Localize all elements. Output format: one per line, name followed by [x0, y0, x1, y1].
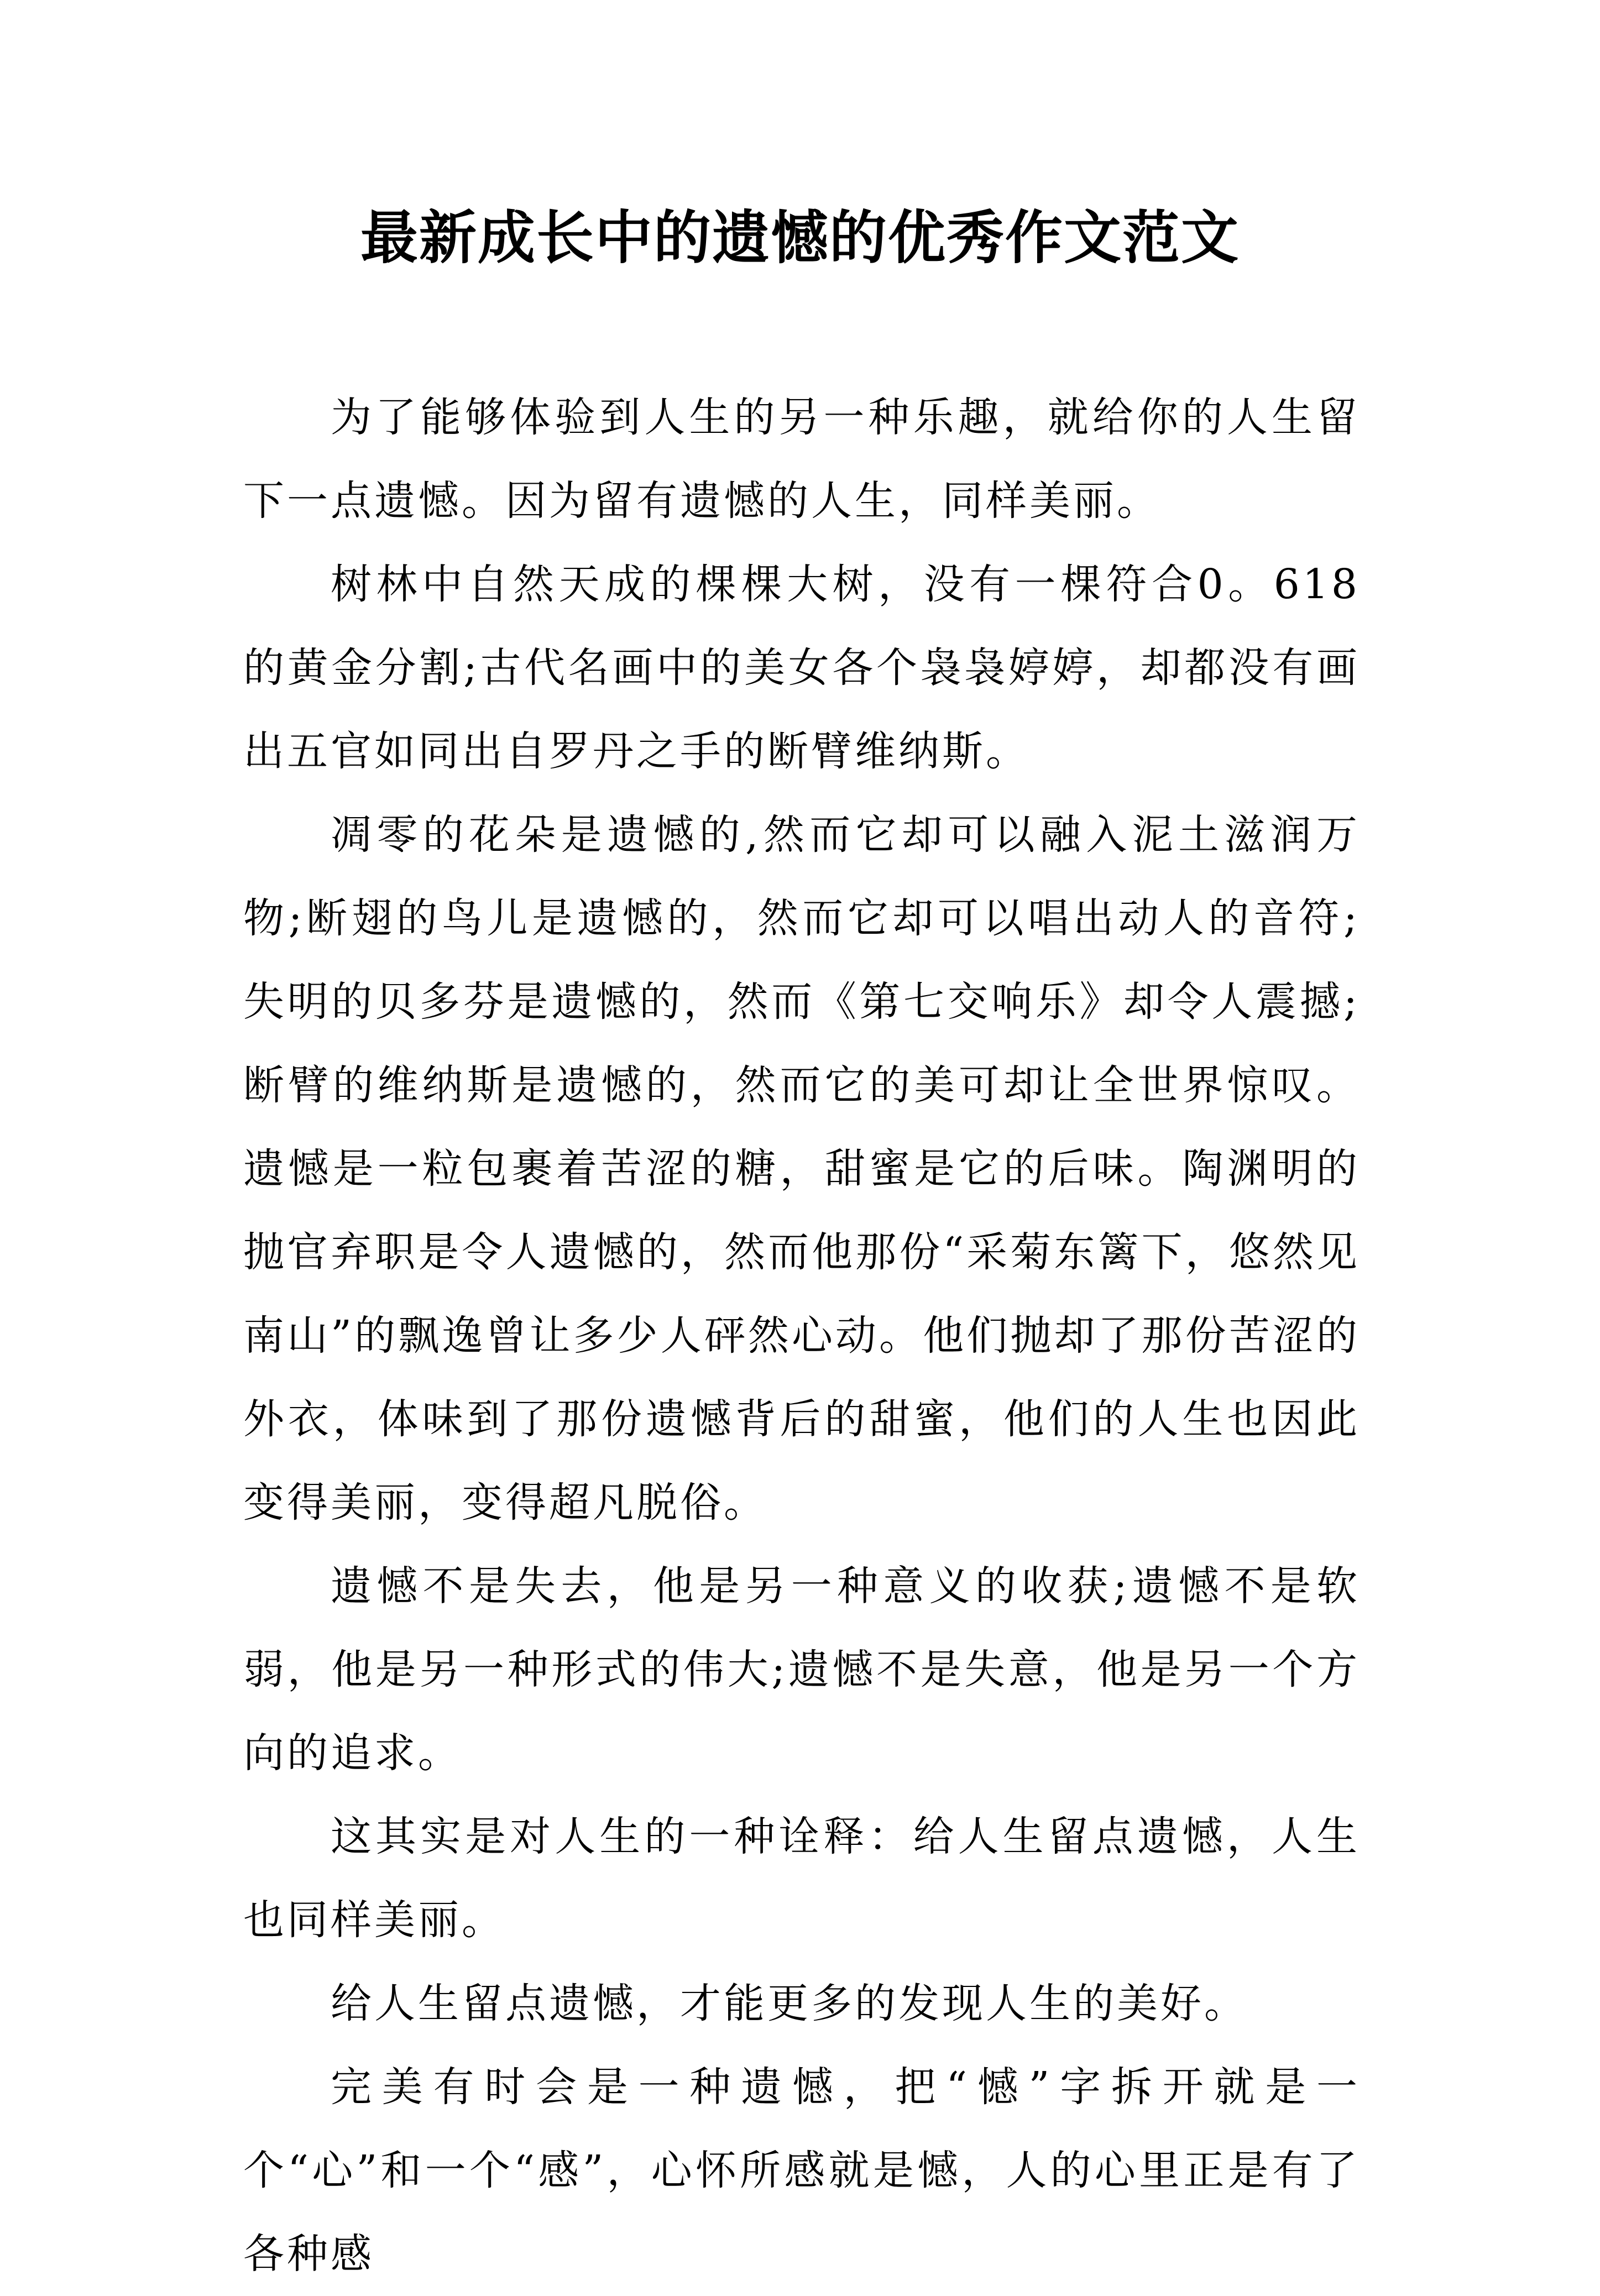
document-body: [243, 376, 1360, 2296]
paragraph: 给人生留点遗憾，才能更多的发现人生的美好。: [331, 1980, 1248, 2027]
paragraph: 遗憾不是失去，他是另一种意义的收获;遗憾不是软弱，他是另一种形式的伟大;遗憾不是失意，他是另一个方向的追求。: [243, 1562, 1360, 1777]
paragraph: 这其实是对人生的一种诠释：给人生留点遗憾，人生也同样美丽。: [243, 1813, 1360, 1944]
document-title: 最新成长中的遗憾的优秀作文范文: [360, 203, 1240, 271]
paragraph: 为了能够体验到人生的另一种乐趣，就给你的人生留下一点遗憾。因为留有遗憾的人生，同样美丽。: [243, 394, 1360, 525]
paragraph: 完美有时会是一种遗憾，把“憾”字拆开就是一个“心”和一个“感”，心怀所感就是憾，人的心里正是有了各种感: [243, 2063, 1360, 2278]
paragraph: 凋零的花朵是遗憾的,然而它却可以融入泥土滋润万物;断翅的鸟儿是遗憾的，然而它却可以唱出动人的音符;失明的贝多芬是遗憾的，然而《第七交响乐》却令人震撼;断臂的维纳斯是遗憾的，然而它的美可却让全世界惊叹。遗憾是一粒包裹着苦涩的糖，甜蜜是它的后味。陶渊明的抛官弃职是令人遗憾的，然而他那份“采菊东篱下，悠然见南山”的飘逸曾让多少人砰然心动。他们抛却了那份苦涩的外衣，体味到了那份遗憾背后的甜蜜，他们的人生也因此变得美丽，变得超凡脱俗。: [243, 811, 1360, 1526]
paragraph: 树林中自然天成的棵棵大树，没有一棵符合0。618的黄金分割;古代名画中的美女各个袅袅婷婷，却都没有画出五官如同出自罗丹之手的断臂维纳斯。: [243, 561, 1360, 775]
